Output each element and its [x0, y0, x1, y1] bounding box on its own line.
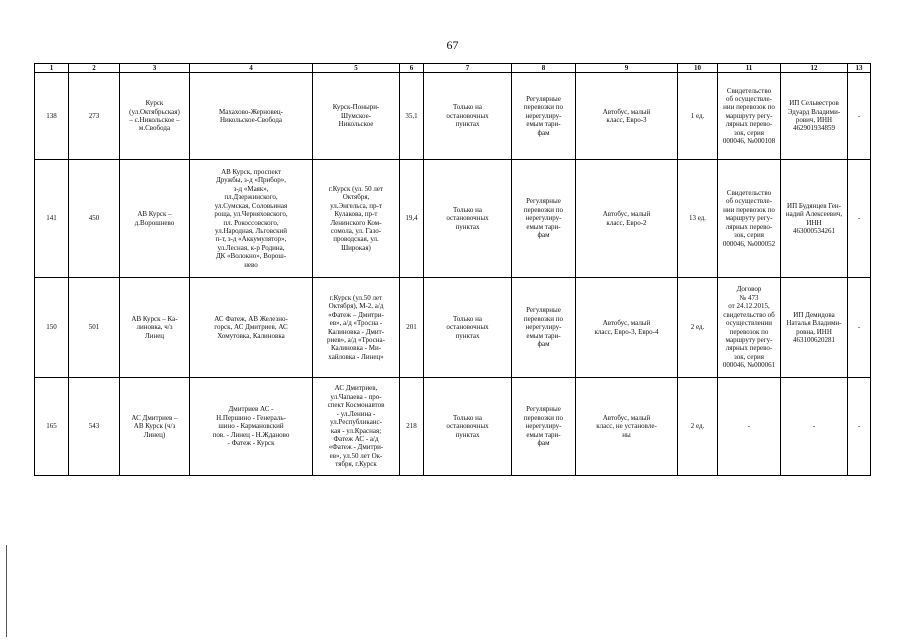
page-number: 67 — [446, 38, 459, 52]
column-header: 10 — [678, 64, 718, 73]
streets-cell: Курск-Поныри- Шумское- Никольское — [313, 73, 400, 160]
registry-number-cell: 543 — [69, 378, 120, 476]
boarding-order-cell: Только на остановочных пунктах — [424, 73, 512, 160]
column-header: 13 — [848, 64, 871, 73]
length-cell: 19,4 — [400, 160, 424, 278]
table-row — [35, 73, 871, 160]
stops-cell: АВ Курск, проспект Дружбы, з-д «Прибор», з-д «Маяк», пл.Дзержинского, ул.Сумская, Соловьиная роща, ул.Черняховского, пл. Рокоссовского, ул.Народная, Льговский п-т, з-д «Аккумулятор», ул.Лесная, к-р Родина, ДК «Волокно», Ворош- нево — [190, 160, 313, 278]
column-header: 3 — [120, 64, 190, 73]
route-number-cell: 138 — [35, 73, 69, 160]
notes-cell: - — [848, 160, 871, 278]
boarding-order-cell: Только на остановочных пунктах — [424, 378, 512, 476]
route-number-cell: 150 — [35, 278, 69, 378]
transport-type-cell: Регулярные перевозки по нерегулиру- емым тари- фам — [512, 73, 576, 160]
length-cell: 201 — [400, 278, 424, 378]
route-number-cell: 141 — [35, 160, 69, 278]
transport-type-cell: Регулярные перевозки по нерегулиру- емым тари- фам — [512, 378, 576, 476]
carrier-cell: - — [781, 378, 848, 476]
stops-cell: АС Фатеж, АВ Железно- горск, АС Дмитриев, АС Хомутовка, Калиновка — [190, 278, 313, 378]
registry-number-cell: 450 — [69, 160, 120, 278]
vehicle-count-cell: 2 ед. — [678, 378, 718, 476]
route-name-cell: АС Дмитриев – АВ Курск (ч/з Линец) — [120, 378, 190, 476]
table-row — [35, 378, 871, 476]
carrier-cell: ИП Будянцев Ген- надий Алексеевич, ИНН 463000534261 — [781, 160, 848, 278]
boarding-order-cell: Только на остановочных пунктах — [424, 278, 512, 378]
certificate-cell: Свидетельство об осуществле- нии перевозок по маршруту регу- лярных перево- зок, серия 000046, №000108 — [718, 73, 781, 160]
streets-cell: АС Дмитриев, ул.Чапаева - про- спект Космонавтов - ул.Ленина - ул.Республиканс- кая - ул.Красная; Фатеж АС - а/д «Фатеж - Дмитри- ев», ул.50 лет Ок- тября, г.Курск — [313, 378, 400, 476]
length-cell: 218 — [400, 378, 424, 476]
column-header: 6 — [400, 64, 424, 73]
route-name-cell: АВ Курск – д.Ворошнево — [120, 160, 190, 278]
vehicle-class-cell: Автобус, малый класс, не установле- ны — [576, 378, 678, 476]
table-row — [35, 160, 871, 278]
vehicle-class-cell: Автобус, малый класс, Евро-3 — [576, 73, 678, 160]
route-name-cell: АВ Курск – Ка- линовка, ч/з Линец — [120, 278, 190, 378]
column-header: 2 — [69, 64, 120, 73]
registry-number-cell: 273 — [69, 73, 120, 160]
column-header: 8 — [512, 64, 576, 73]
transport-type-cell: Регулярные перевозки по нерегулиру- емым тари- фам — [512, 278, 576, 378]
stops-cell: Махахово-Жерновец- Никольское-Свобода — [190, 73, 313, 160]
vehicle-class-cell: Автобус, малый класс, Евро-2 — [576, 160, 678, 278]
certificate-cell: Свидетельство об осуществле- нии перевозок по маршруту регу- лярных перево- зок, серия 000046, №000052 — [718, 160, 781, 278]
certificate-cell: Договор № 473 от 24.12.2015, свидетельство об осуществлении перевозок по маршруту регу- лярных перево- зок, серия 000046, №000061 — [718, 278, 781, 378]
boarding-order-cell: Только на остановочных пунктах — [424, 160, 512, 278]
column-header: 11 — [718, 64, 781, 73]
vehicle-class-cell: Автобус, малый класс, Евро-3, Евро-4 — [576, 278, 678, 378]
vehicle-count-cell: 1 ед. — [678, 73, 718, 160]
transport-type-cell: Регулярные перевозки по нерегулиру- емым тари- фам — [512, 160, 576, 278]
column-header: 5 — [313, 64, 400, 73]
column-header: 1 — [35, 64, 69, 73]
table-row — [35, 278, 871, 378]
route-name-cell: Курск (ул.Октябрьская) – с.Никольское – м.Свобода — [120, 73, 190, 160]
stops-cell: Дмитриев АС - Н.Першино - Генераль- шино - Кармановский пов. - Линец - Н.Жданово - Фатеж - Курск — [190, 378, 313, 476]
header-row — [35, 64, 871, 73]
notes-cell: - — [848, 73, 871, 160]
carrier-cell: ИП Демидова Наталья Владими- ровна, ИНН 463100620281 — [781, 278, 848, 378]
vehicle-count-cell: 13 ед. — [678, 160, 718, 278]
streets-cell: г.Курск (ул.50 лет Октября), М-2, а/д «Фатеж – Дмитри- ев», а/д «Тросна - Калиновка - Дмит- риев», а/д «Тросна- Калиновка - Ми- хайловка - Линец» — [313, 278, 400, 378]
registry-number-cell: 501 — [69, 278, 120, 378]
routes-table — [34, 63, 871, 476]
column-header: 4 — [190, 64, 313, 73]
margin-scan-line — [6, 545, 7, 637]
notes-cell: - — [848, 378, 871, 476]
route-number-cell: 165 — [35, 378, 69, 476]
streets-cell: г.Курск (ул. 50 лет Октября, ул.Энгельса, пр-т Кулакова, пр-т Ленинского Ком- сомола, ул. Газо- проводская, ул. Широкая) — [313, 160, 400, 278]
notes-cell: - — [848, 278, 871, 378]
length-cell: 35,1 — [400, 73, 424, 160]
certificate-cell: - — [718, 378, 781, 476]
column-header: 12 — [781, 64, 848, 73]
carrier-cell: ИП Сельвестров Эдуард Владими- рович, ИНН 462901934859 — [781, 73, 848, 160]
column-header: 9 — [576, 64, 678, 73]
column-header: 7 — [424, 64, 512, 73]
vehicle-count-cell: 2 ед. — [678, 278, 718, 378]
